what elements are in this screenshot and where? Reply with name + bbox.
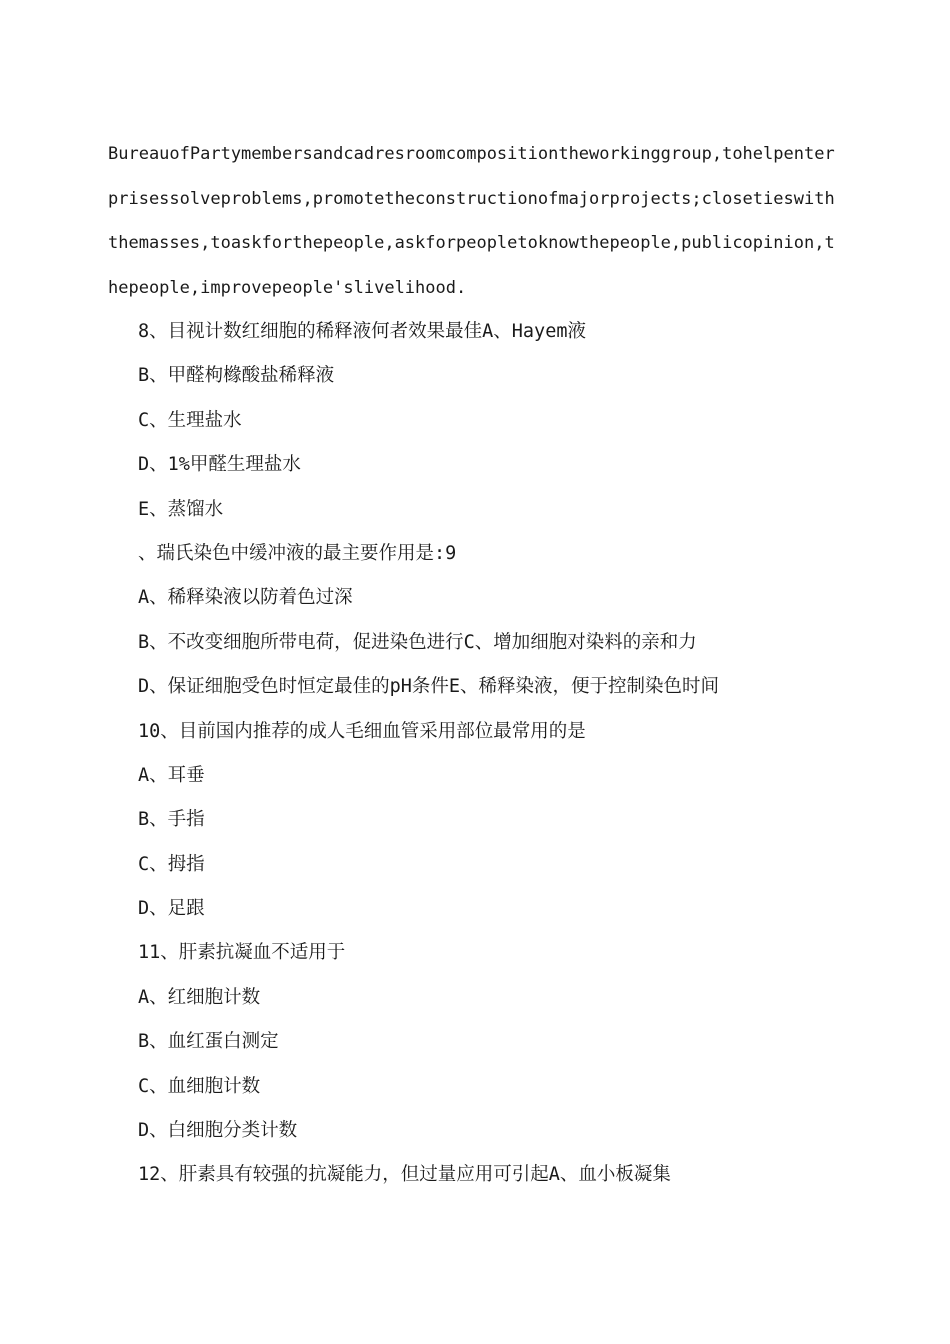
option-line: D、1%甲醛生理盐水 <box>138 454 301 476</box>
english-paragraph: BureauofPartymembersandcadresroomcompositiontheworkinggroup,tohelpenterprisessolveproblems,promotetheconstructionofmajorprojects;closetieswiththemasses,toaskforthepeople,askforpeopletoknowthepeople,publicopinion,thepeople,improvepeople'slivelihood. <box>108 144 835 298</box>
question-11: 11、肝素抗凝血不适用于 <box>138 942 346 964</box>
option-line: E、蒸馏水 <box>138 498 224 520</box>
question-list <box>138 310 898 1198</box>
question-9: 、瑞氏染色中缓冲液的最主要作用是:9 <box>138 542 457 564</box>
option-line: A、耳垂 <box>138 764 205 786</box>
option-line: B、血红蛋白测定 <box>138 1031 279 1053</box>
option-line: A、红细胞计数 <box>138 986 261 1008</box>
option-line: B、甲醛枸橼酸盐稀释液 <box>138 365 335 387</box>
option-line: B、不改变细胞所带电荷，促进染色进行C、增加细胞对染料的亲和力 <box>138 631 697 653</box>
option-line: D、足跟 <box>138 898 205 920</box>
option-line: D、保证细胞受色时恒定最佳的pH条件E、稀释染液，便于控制染色时间 <box>138 676 720 698</box>
option-line: C、血细胞计数 <box>138 1075 261 1097</box>
option-line: D、白细胞分类计数 <box>138 1120 298 1142</box>
option-line: B、手指 <box>138 809 205 831</box>
option-line: A、稀释染液以防着色过深 <box>138 587 353 609</box>
question-12: 12、肝素具有较强的抗凝能力，但过量应用可引起A、血小板凝集 <box>138 1164 671 1186</box>
option-line: C、拇指 <box>138 853 205 875</box>
question-8: 8、目视计数红细胞的稀释液何者效果最佳A、Hayem液 <box>138 321 586 342</box>
option-line: C、生理盐水 <box>138 409 242 431</box>
question-10: 10、目前国内推荐的成人毛细血管采用部位最常用的是 <box>138 720 586 742</box>
